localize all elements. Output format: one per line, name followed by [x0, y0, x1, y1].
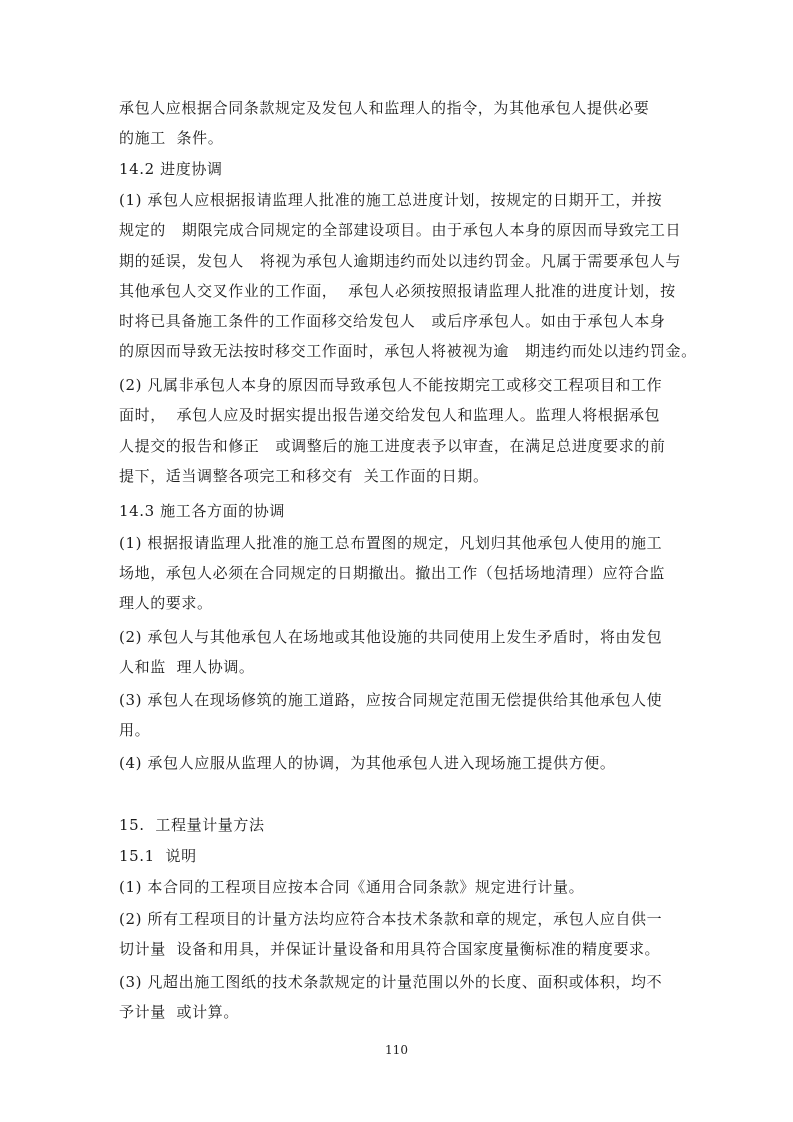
text-line: (2) 承包人与其他承包人在场地或其他设施的共同使用上发生矛盾时，将由发包 [119, 628, 663, 646]
text-line: 理人的要求。 [119, 594, 213, 612]
section-heading: 14.3 施工各方面的协调 [119, 502, 285, 520]
text-line: 提下，适当调整各项完工和移交有 关工作面的日期。 [119, 467, 489, 485]
text-line: 的原因而导致无法按时移交工作面时，承包人将被视为逾 期违约而处以违约罚金。 [119, 342, 697, 360]
text-line: 用。 [119, 721, 151, 739]
text-line: (2) 凡属非承包人本身的原因而导致承包人不能按期完工或移交工程项目和工作 [119, 376, 663, 394]
section-heading: 14.2 进度协调 [119, 160, 223, 178]
text-line: 人和监 理人协调。 [119, 658, 255, 676]
text-line: 其他承包人交叉作业的工作面， 承包人必须按照报请监理人批准的进度计划，按 [119, 282, 676, 300]
text-line: (2) 所有工程项目的计量方法均应符合本技术条款和章的规定，承包人应自供一 [119, 910, 663, 928]
text-line: 切计量 设备和用具，并保证计量设备和用具符合国家度量衡标准的精度要求。 [119, 940, 661, 958]
text-line: 规定的 期限完成合同规定的全部建设项目。由于承包人本身的原因而导致完工日 [119, 221, 682, 239]
page-number: 110 [385, 1043, 408, 1057]
text-line: 期的延误，发包人 将视为承包人逾期违约而处以违约罚金。凡属于需要承包人与 [119, 252, 682, 270]
text-line: (4) 承包人应服从监理人的协调，为其他承包人进入现场施工提供方便。 [119, 754, 616, 772]
text-line: 面时， 承包人应及时据实提出报告递交给发包人和监理人。监理人将根据承包 [119, 406, 661, 424]
text-line: 场地，承包人必须在合同规定的日期撤出。撤出工作（包括场地清理）应符合监 [119, 564, 666, 582]
text-line: 予计量 或计算。 [119, 1003, 239, 1021]
text-line: 时将已具备施工条件的工作面移交给发包人 或后序承包人。如由于承包人本身 [119, 312, 666, 330]
text-line: 人提交的报告和修正 或调整后的施工进度表予以审查，在满足总进度要求的前 [119, 437, 666, 455]
text-line: 的施工 条件。 [119, 129, 224, 147]
text-line: (3) 凡超出施工图纸的技术条款规定的计量范围以外的长度、面积或体积，均不 [119, 973, 663, 991]
text-line: (1) 根据报请监理人批准的施工总布置图的规定，凡划归其他承包人使用的施工 [119, 534, 663, 552]
text-line: (1) 本合同的工程项目应按本合同《通用合同条款》规定进行计量。 [119, 878, 585, 896]
section-heading: 15.1 说明 [119, 847, 197, 865]
chapter-heading: 15. 工程量计量方法 [119, 816, 265, 834]
text-line: (3) 承包人在现场修筑的施工道路，应按合同规定范围无偿提供给其他承包人使 [119, 691, 663, 709]
text-line: 承包人应根据合同条款规定及发包人和监理人的指令，为其他承包人提供必要 [119, 99, 650, 117]
text-line: (1) 承包人应根据报请监理人批准的施工总进度计划，按规定的日期开工，并按 [119, 191, 663, 209]
